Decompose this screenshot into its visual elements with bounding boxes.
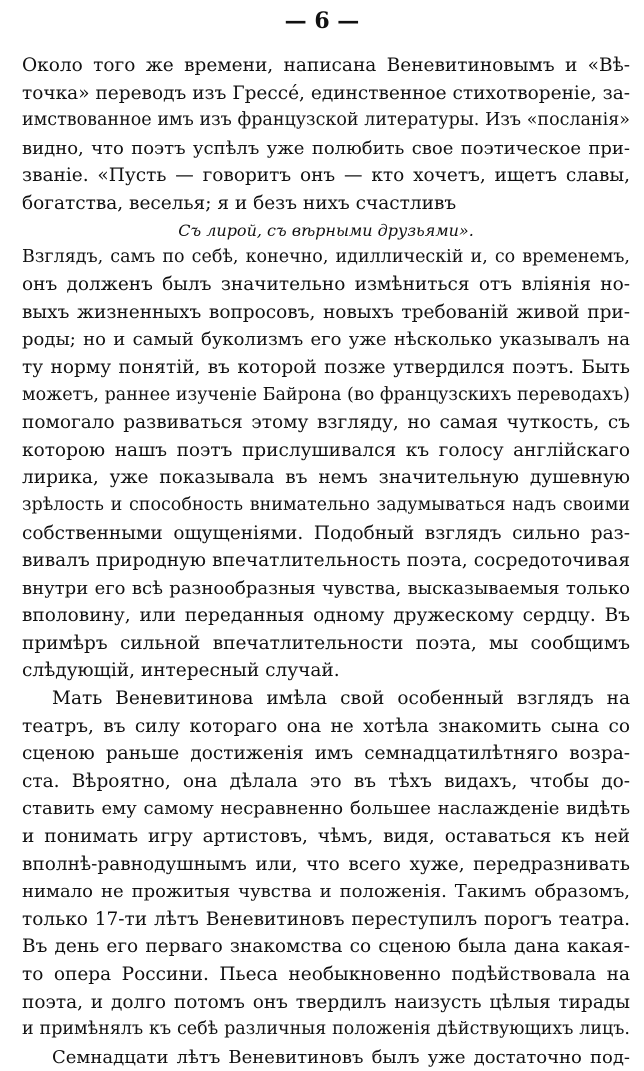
text-line: ту норму понятій, въ которой позже утвердился поэтъ. Быть bbox=[22, 356, 630, 378]
text-line: театръ, въ силу котораго она не хотѣла знакомить сына со bbox=[22, 715, 630, 737]
paragraph-first-line: Мать Веневитинова имѣла свой особенный взглядъ на bbox=[52, 688, 630, 710]
text-line: званіе. «Пусть — говоритъ онъ — кто хочетъ, ищетъ славы, bbox=[22, 165, 630, 187]
text-line: вполнѣ-равнодушнымъ или, что всего хуже, передразнивать bbox=[22, 853, 630, 875]
text-line: и примѣнялъ къ себѣ различныя положенія дѣйствующихъ лицъ. bbox=[22, 1019, 630, 1040]
text-line: точка» переводъ изъ Грессé, единственное стихотвореніе, за- bbox=[22, 82, 630, 104]
text-line: видно, что поэтъ успѣлъ уже полюбить свое поэтическое при- bbox=[22, 137, 630, 159]
text-line: нимало не прожитыя чувства и положенія. Такимъ образомъ, bbox=[22, 881, 630, 903]
text-line: внутри его всѣ разнообразныя чувства, высказываемыя только bbox=[22, 577, 630, 599]
text-line: богатства, веселья; я и безъ нихъ счастливъ bbox=[22, 192, 457, 214]
text-line: помогало развиваться этому взгляду, но самая чуткость, съ bbox=[22, 412, 630, 434]
text-line: выхъ жизненныхъ вопросовъ, новыхъ требованій живой при- bbox=[22, 301, 630, 323]
text-line: сценою раньше достиженія имъ семнадцатилѣтняго возра- bbox=[22, 743, 630, 765]
text-line: вполовину, или переданныя одному дружескому сердцу. Въ bbox=[22, 605, 630, 627]
text-line: онъ долженъ былъ значительно измѣниться отъ вліянія но- bbox=[22, 274, 630, 296]
text-line: можетъ, раннее изученіе Байрона (во французскихъ переводахъ) bbox=[22, 384, 630, 405]
text-line: роды; но и самый буколизмъ его уже нѣсколько указывалъ на bbox=[22, 329, 630, 351]
text-line: лирика, уже показывала въ немъ значительную душевную bbox=[22, 467, 630, 489]
text-line: и понимать игру артистовъ, чѣмъ, видя, оставаться къ ней bbox=[22, 826, 630, 848]
text-line: зрѣлость и способность внимательно задумываться надъ своими bbox=[22, 494, 630, 515]
text-line: имствованное имъ изъ французской литературы. Изъ «посланія» bbox=[22, 110, 630, 131]
text-line: только 17-ти лѣтъ Веневитиновъ переступилъ порогъ театра. bbox=[22, 908, 630, 930]
poem-quote-line: Съ лирой, съ вѣрными друзьями». bbox=[178, 220, 474, 240]
text-line: то опера Россини. Пьеса необыкновенно подѣйствовала на bbox=[22, 964, 630, 985]
text-line: примѣръ сильной впечатлительности поэта, мы сообщимъ bbox=[22, 632, 630, 654]
text-line: собственными ощущеніями. Подобный взглядъ сильно раз- bbox=[22, 522, 630, 544]
text-line: Въ день его перваго знакомства со сценою была дана какая- bbox=[22, 936, 630, 958]
paragraph-first-line: Семнадцати лѣтъ Веневитиновъ былъ уже достаточно под- bbox=[52, 1046, 630, 1068]
text-line: слѣдующій, интересный случай. bbox=[22, 660, 340, 682]
text-line: ста. Вѣроятно, она дѣлала это въ тѣхъ видахъ, чтобы до- bbox=[22, 770, 630, 792]
body-text bbox=[22, 52, 630, 1071]
text-line: которою нашъ поэтъ прислушивался къ голосу англійскаго bbox=[22, 439, 630, 461]
text-line: вивалъ природную впечатлительность поэта, сосредоточивая bbox=[22, 550, 630, 572]
text-line: Взглядъ, самъ по себѣ, конечно, идиллическій и, со временемъ, bbox=[22, 246, 630, 267]
text-line: ставить ему самому несравненно большее наслажденіе видѣть bbox=[22, 798, 630, 820]
page-number: — 6 — bbox=[284, 8, 360, 34]
text-line: Около того же времени, написана Веневитиновымъ и «Вѣ- bbox=[22, 55, 630, 76]
text-line: поэта, и долго потомъ онъ твердилъ наизусть цѣлыя тирады bbox=[22, 991, 630, 1013]
